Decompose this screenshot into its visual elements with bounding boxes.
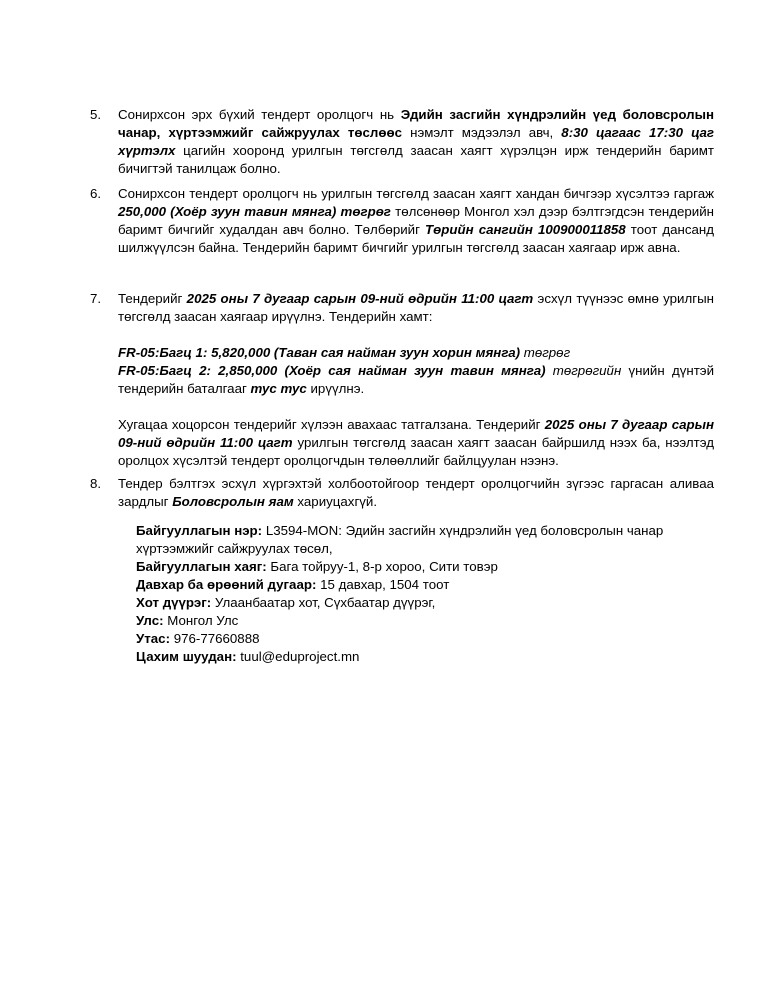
item-6 xyxy=(90,185,714,257)
lot-1: FR-05:Багц 1: 5,820,000 (Таван сая найман зуун хорин мянга) xyxy=(118,345,521,360)
org-address-line: Байгууллагын хаяг: Бага тойруу-1, 8-р хороо, Сити товэр xyxy=(136,559,498,574)
lot-guarantees: FR-05:Багц 1: 5,820,000 (Таван сая найман зуун хорин мянга) төгрөг FR-05:Багц 2: 2,850,000 (Хоёр сая найман зуун тавин мянга) төгрөгийн үнийн дүнтэй тендерийн баталгааг тус тус ирүүлнэ. xyxy=(118,345,714,396)
item-number: 7. xyxy=(90,291,102,306)
item-8 xyxy=(90,475,714,511)
contact-address-block xyxy=(136,522,716,666)
floor-room-line: Давхар ба өрөөний дугаар: 15 давхар, 1504 тоот xyxy=(136,577,450,592)
item-text: Тендер бэлтгэх эсхүл хүргэхтэй холбоотойгоор тендерт оролцогчийн зүгээс гаргасан аливаа зардлыг Боловсролын яам хариуцахгүй. xyxy=(118,476,714,509)
item-text: Сонирхсон эрх бүхий тендерт оролцогч нь Эдийн засгийн хүндрэлийн үед боловсролын чанар, хүртээмжийг сайжруулах төслөөс нэмэлт мэдээлэл авч, 8:30 цагаас 17:30 цаг хүртэлх цагийн хооронд урилгын төгсгөлд заасан хаягт хүрэлцэн ирж тендерийн баримт бичигтэй танилцаж болно. xyxy=(118,107,715,176)
phone-line: Утас: 976-77660888 xyxy=(136,631,260,646)
item-number: 5. xyxy=(90,107,102,122)
item-5 xyxy=(90,106,714,178)
item-7 xyxy=(90,290,714,470)
org-name-line-2: хүртээмжийг сайжруулах төсөл, xyxy=(136,541,333,556)
city-district-line: Хот дүүрэг: Улаанбаатар хот, Сүхбаатар дүүрэг, xyxy=(136,595,436,610)
item-text: Сонирхсон тендерт оролцогч нь урилгын төгсгөлд заасан хаягт хандан бичгээр хүсэлтээ гаргаж 250,000 (Хоёр зуун тавин мянга) төгрөг төлсөнөөр Монгол хэл дээр бэлтгэгдсэн тендерийн баримт бичгийг худалдан авч болно. Төлбөрийг Төрийн сангийн 100900011858 тоот дансанд шилжүүлсэн байна. Тендерийн баримт бичгийг урилгын төгсгөлд заасан хаягаар ирж авна. xyxy=(118,186,715,255)
item-number: 8. xyxy=(90,476,102,491)
item-number: 6. xyxy=(90,186,102,201)
country-line: Улс: Монгол Улс xyxy=(136,613,239,628)
lot-2: FR-05:Багц 2: 2,850,000 (Хоёр сая найман зуун тавин мянга) xyxy=(118,363,546,378)
item-text: Тендерийг 2025 оны 7 дугаар сарын 09-ний өдрийн 11:00 цагт эсхүл түүнээс өмнө урилгын төгсгөлд заасан хаягаар ирүүлнэ. Тендерийн хамт: FR-05:Багц 1: 5,820,000 (Таван сая найман зуун хорин мянга) төгрөг FR-05:Багц 2: 2,850,000 (Хоёр сая найман зуун тавин мянга) төгрөгийн үнийн дүнтэй тендерийн баталгааг тус тус ирүүлнэ. Хугацаа хоцорсон тендерийг хүлээн авахаас татгалзана. Тендерийг 2025 оны 7 дугаар сарын 09-ний өдрийн 11:00 цагт урилгын төгсгөлд заасан хаягт заасан байршилд нээх ба, нээлтэд оролцох хүсэлтэй тендерт оролцогчдын төлөөллийг байлцуулан нээнэ. xyxy=(118,291,715,468)
org-name-line: Байгууллагын нэр: L3594-MON: Эдийн засгийн хүндрэлийн үед боловсролын чанар xyxy=(136,523,664,538)
email-link[interactable]: tuul@eduproject.mn xyxy=(236,649,360,664)
email-line: Цахим шуудан: tuul@eduproject.mn xyxy=(136,649,360,664)
